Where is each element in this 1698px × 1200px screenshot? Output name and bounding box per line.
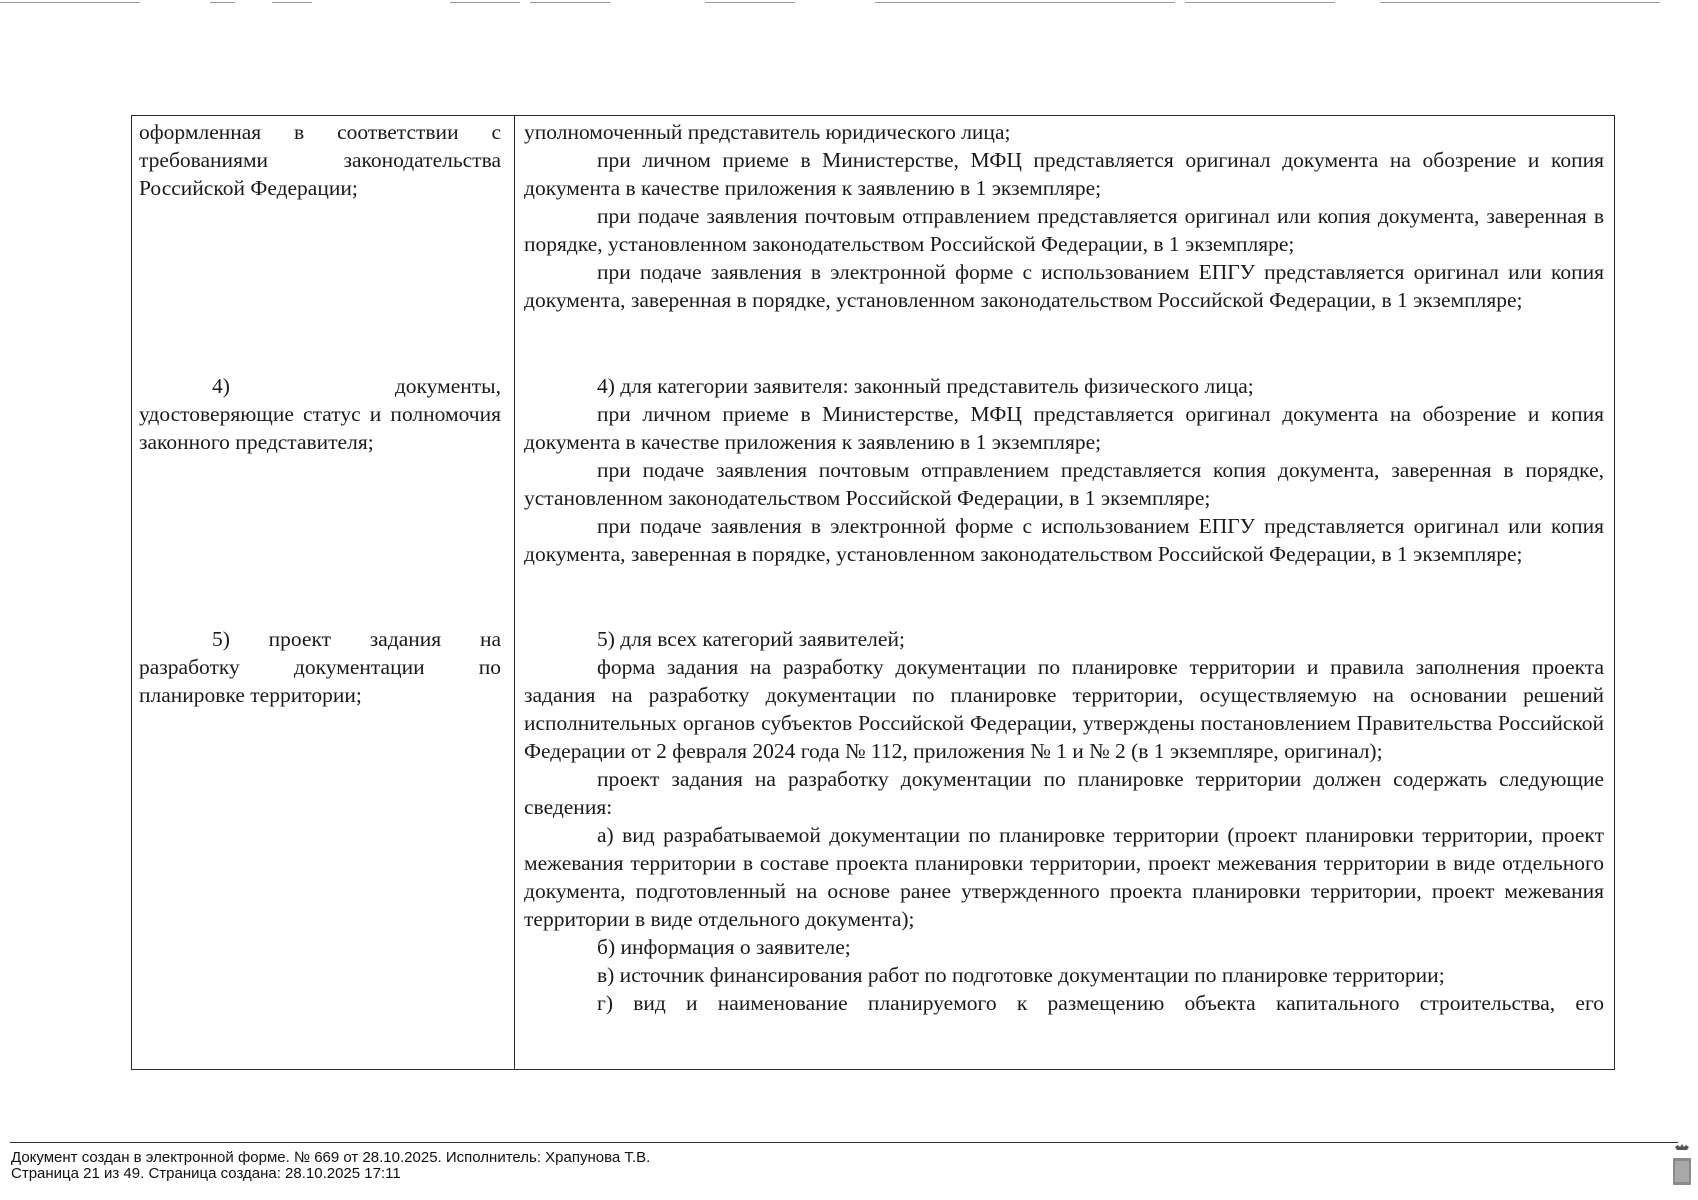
table-row-3-left-cell [139,625,501,709]
scan-artifact-top [0,0,1698,8]
row-1-para-2: при личном приеме в Министерстве, МФЦ представляется оригинал документа на обозрение и копия документа в качестве приложения к заявлению в 1 экземпляре; [524,148,1604,200]
document-footer [11,1150,650,1182]
row-1-para-4: при подаче заявления в электронной форме с использованием ЕПГУ представляется оригинал или копия документа, заверенная в порядке, установленном законодательством Российской Федерации, в 1 экземпляре; [524,260,1604,312]
table-row-1-right-cell [524,118,1604,314]
row-2-para-2: при личном приеме в Министерстве, МФЦ представляется оригинал документа на обозрение и копия документа в качестве приложения к заявлению в 1 экземпляре; [524,402,1604,454]
row-3-left-text: 5) проект задания на разработку документации по планировке территории; [139,627,501,707]
footer-divider [10,1142,1678,1143]
table-row-1-left-cell [139,118,501,202]
footer-line-2: Страница 21 из 49. Страница создана: 28.10.2025 17:11 [11,1165,401,1182]
row-2-para-4: при подаче заявления в электронной форме с использованием ЕПГУ представляется оригинал или копия документа, заверенная в порядке, установленном законодательством Российской Федерации, в 1 экземпляре; [524,514,1604,566]
row-1-para-1: уполномоченный представитель юридического лица; [524,120,1011,144]
row-3-para-3: проект задания на разработку документации по планировке территории должен содержать следующие сведения: [524,767,1604,819]
row-3-para-6: в) источник финансирования работ по подготовке документации по планировке территории; [597,963,1445,987]
row-3-para-4: а) вид разрабатываемой документации по планировке территории (проект планировки территории, проект межевания территории в составе проекта планировки территории, проект межевания территории в виде отдельного документа, подготовленный на основе ранее утвержденного проекта планировки территории, проект межевания территории в виде отдельного документа); [524,823,1604,931]
table-row-2-right-cell [524,372,1604,568]
row-1-para-3: при подаче заявления почтовым отправлением представляется оригинал или копия документа, заверенная в порядке, установленном законодательством Российской Федерации, в 1 экземпляре; [524,204,1604,256]
footer-line-1: Документ создан в электронной форме. № 669 от 28.10.2025. Исполнитель: Храпунова Т.В. [11,1149,651,1166]
row-1-left-text: оформленная в соответствии с требованиями законодательства Российской Федерации; [139,120,501,200]
row-3-para-2: форма задания на разработку документации по планировке территории и правила заполнения проекта задания на разработку документации по планировке территории, осуществляемую на основании решений исполнительных органов субъектов Российской Федерации, утверждены постановлением Правительства Российской Федерации от 2 февраля 2024 года № 112, приложения № 1 и № 2 (в 1 экземпляре, оригинал); [524,655,1604,763]
table-row-2-left-cell [139,372,501,456]
row-3-para-1: 5) для всех категорий заявителей; [597,627,905,651]
row-3-para-7: г) вид и наименование планируемого к размещению объекта капитального строительства, его [597,991,1604,1015]
requirements-table [131,115,1615,1070]
column-divider [514,116,515,1069]
row-3-para-5: б) информация о заявителе; [597,935,851,959]
table-row-3-right-cell [524,625,1604,1017]
row-2-para-1: 4) для категории заявителя: законный представитель физического лица; [597,374,1254,398]
row-2-left-text: 4) документы, удостоверяющие статус и полномочия законного представителя; [139,374,501,454]
emblem-icon [1672,1144,1692,1186]
row-2-para-3: при подаче заявления почтовым отправлением представляется копия документа, заверенная в порядке, установленном законодательством Российской Федерации, в 1 экземпляре; [524,458,1604,510]
